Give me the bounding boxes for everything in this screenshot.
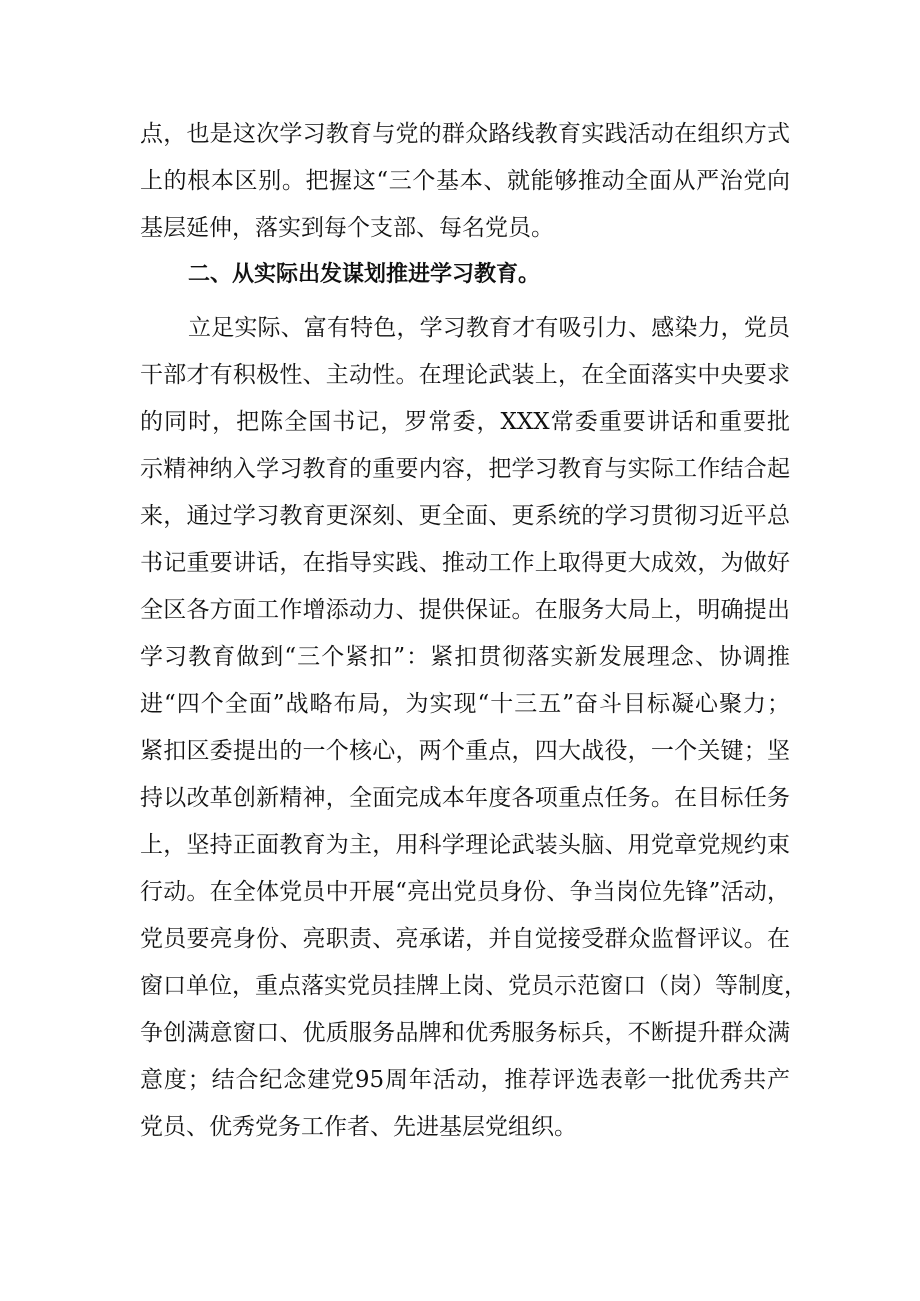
paragraph-2-line-11: 持以改革创新精神，全面完成本年度各项重点任务。在目标任务 — [140, 785, 790, 811]
paragraph-1-line-1: 点，也是这次学习教育与党的群众路线教育实践活动在组织方式 — [140, 121, 790, 147]
paragraph-1-line-3: 基层延伸，落实到每个支部、每名党员。 — [140, 215, 554, 241]
paragraph-2-line-7: 全区各方面工作增添动力、提供保证。在服务大局上，明确提出 — [140, 597, 790, 623]
paragraph-2-line-10: 紧扣区委提出的一个核心，两个重点，四大战役，一个关键；坚 — [140, 738, 790, 764]
paragraph-2-line-18: 党员、优秀党务工作者、先进基层党组织。 — [140, 1114, 577, 1140]
paragraph-2-line-14: 党员要亮身份、亮职责、亮承诺，并自觉接受群众监督评议。在 — [140, 926, 790, 952]
paragraph-2-line-16: 争创满意窗口、优质服务品牌和优秀服务标兵，不断提升群众满 — [140, 1020, 790, 1046]
paragraph-2-line-15: 窗口单位，重点落实党员挂牌上岗、党员示范窗口（岗）等制度， — [140, 973, 807, 999]
paragraph-2-line-12: 上，坚持正面教育为主，用科学理论武装头脑、用党章党规约束 — [140, 832, 790, 858]
paragraph-2-line-17: 意度；结合纪念建党95周年活动，推荐评选表彰一批优秀共产 — [140, 1067, 790, 1093]
paragraph-2-line-2: 干部才有积极性、主动性。在理论武装上，在全面落实中央要求 — [140, 362, 790, 388]
section-heading: 二、从实际出发谋划推进学习教育。 — [188, 262, 541, 287]
paragraph-2-line-6: 书记重要讲话，在指导实践、推动工作上取得更大成效，为做好 — [140, 550, 790, 576]
paragraph-2-line-1: 立足实际、富有特色，学习教育才有吸引力、感染力，党员 — [188, 315, 790, 341]
paragraph-2-line-13: 行动。在全体党员中开展“亮出党员身份、争当岗位先锋”活动， — [140, 879, 790, 905]
paragraph-2-line-3: 的同时，把陈全国书记，罗常委，XXX常委重要讲话和重要批 — [140, 409, 790, 435]
paragraph-2-line-9: 进“四个全面”战略布局，为实现“十三五”奋斗目标凝心聚力； — [140, 691, 790, 717]
paragraph-1-line-2: 上的根本区别。把握这“三个基本、就能够推动全面从严治党向 — [140, 168, 790, 194]
paragraph-2-line-4: 示精神纳入学习教育的重要内容，把学习教育与实际工作结合起 — [140, 456, 790, 482]
paragraph-2-line-8: 学习教育做到“三个紧扣”：紧扣贯彻落实新发展理念、协调推 — [140, 644, 790, 670]
paragraph-2-line-5: 来，通过学习教育更深刻、更全面、更系统的学习贯彻习近平总 — [140, 503, 790, 529]
